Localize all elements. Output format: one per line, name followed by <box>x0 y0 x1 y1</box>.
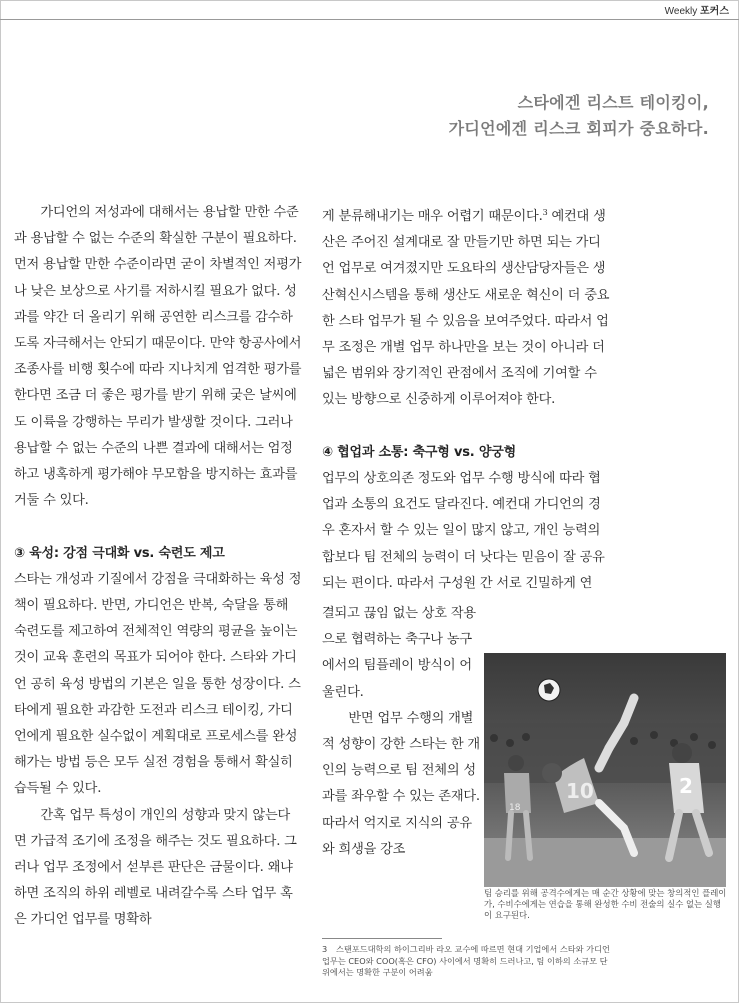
right-paragraph-1 <box>322 200 610 414</box>
section-heading-4: ④ 협업과 소통: 축구형 vs. 양궁형 <box>322 444 516 460</box>
header-prefix: Weekly <box>664 6 698 17</box>
jersey-number-10: 10 <box>566 779 594 803</box>
jersey-number-2: 2 <box>679 774 693 798</box>
footnote-text: 스탠포드대학의 하이그리바 라오 교수에 따르면 현대 기업에서 스타와 가디언 업무는 CEO와 COO(혹은 CFO) 사이에서 명확히 드러나고, 팀 이하의 소규모 단위에서는 명확한 구분이 어려움 <box>322 944 610 977</box>
photo-caption: 팀 승리를 위해 공격수에게는 매 순간 상황에 맞는 창의적인 플레이가, 수비수에게는 연습을 통해 완성한 수비 전술의 실수 없는 실행이 요구된다. <box>484 888 727 920</box>
header-divider <box>0 19 739 20</box>
header-section: 포커스 <box>700 6 729 17</box>
right-paragraph-3-narrow: 반면 업무 수행의 개별적 성향이 강한 스타는 한 개인의 능력으로 팀 전체의 성과를 좌우할 수 있는 존재다. 따라서 억지로 지식의 공유와 희생을 강조 <box>322 710 480 857</box>
attacker-head <box>542 763 562 783</box>
left-paragraph-2: 스타는 개성과 기질에서 강점을 극대화하는 육성 정책이 필요하다. 반면, 가디언은 반복, 숙달을 통해 숙련도를 제고하여 전체적인 역량의 평균을 높이는 것이 교육 훈련의 목표가 되어야 한다. 스타와 가디언 공히 육성 방법의 기본은 일을 통한 성장이다. 스타에게 필요한 과감한 도전과 리스크 테이킹, 가디언에게 필요한 실수없이 계획대로 프로세스를 완성해가는 방법 등은 모두 실전 경험을 통해서 확실히 습득될 수 있다. <box>14 571 302 797</box>
right-paragraph-1-rest: 예컨대 생산은 주어진 설계대로 잘 만들기만 하면 되는 가디언 업무로 여겨졌지만 도요타의 생산담당자들은 생산혁신시스템을 통해 생산도 새로운 혁신이 더 중요한 스타 업무가 될 수 있음을 보여주었다. 따라서 업무 조정은 개별 업무 하나만을 보는 것이 아니라 더 넓은 범위와 장기적인 관점에서 조직에 기여할 수 있는 방향으로 신중하게 이루어져야 한다. <box>322 209 610 408</box>
defender-head <box>672 743 692 763</box>
left-paragraph-3: 간혹 업무 특성이 개인의 성향과 맞지 않는다면 가급적 조기에 조정을 해주는 것도 필요하다. 그러나 업무 조정에서 섣부른 판단은 금물이다. 왜냐하면 조직의 하위 레벨로 내려갈수록 스타 업무 혹은 가디언 업무를 명확하 <box>14 807 297 928</box>
right-paragraph-2: 업무의 상호의존 정도와 업무 수행 방식에 따라 협업과 소통의 요건도 달라진다. 예컨대 가디언의 경우 혼자서 할 수 있는 일이 많지 않고, 개인 능력의 합보다 팀 전체의 능력이 더 낫다는 믿음이 잘 공유되는 편이다. 따라서 구성원 간 서로 긴밀하게 연 <box>322 471 605 591</box>
headline <box>449 90 709 142</box>
footnote-divider <box>322 938 442 939</box>
soccer-photo <box>484 653 726 887</box>
headline-line-1: 스타에겐 리스트 테이킹이, <box>517 93 709 112</box>
jersey-number-18: 18 <box>509 803 521 813</box>
headline-line-2: 가디언에겐 리스크 회피가 중요하다. <box>448 119 709 138</box>
left-paragraph-1: 가디언의 저성과에 대해서는 용납할 만한 수준과 용납할 수 없는 수준의 확실한 구분이 필요하다. 먼저 용납할 만한 수준이라면 굳이 차별적인 저평가나 낮은 보상으로 사기를 저하시킬 필요가 없다. 성과를 약간 더 올리기 위해 공연한 리스크를 감수하도록 자극해서는 안되기 때문이다. 만약 항공사에서 조종사를 비행 횟수에 따라 지나치게 엄격한 평가를 한다면 조금 더 좋은 평가를 받기 위해 궂은 날씨에도 이륙을 강행하는 무리가 발생할 것이다. 그러나 용납할 수 없는 수준의 나쁜 결과에 대해서는 엄정하고 냉혹하게 평가해야 무모함을 방지하는 효과를 거둘 수 있다. <box>14 205 302 509</box>
left-column <box>14 200 302 934</box>
right-paragraph-1-start: 게 분류해내기는 매우 어렵기 때문이다. <box>322 209 543 224</box>
footnote-number: 3 <box>322 944 328 954</box>
page-header <box>665 2 729 17</box>
footnote <box>322 944 610 979</box>
section-heading-3: ③ 육성: 강점 극대화 vs. 숙련도 제고 <box>14 545 225 561</box>
pitch <box>484 838 726 887</box>
footnote-ref-3: 3 <box>542 208 548 217</box>
soccer-photo-illustration <box>484 653 726 887</box>
right-paragraph-2-narrow: 결되고 끊임 없는 상호 작용으로 협력하는 축구나 농구에서의 팀플레이 방식이 어울린다. <box>322 606 476 700</box>
